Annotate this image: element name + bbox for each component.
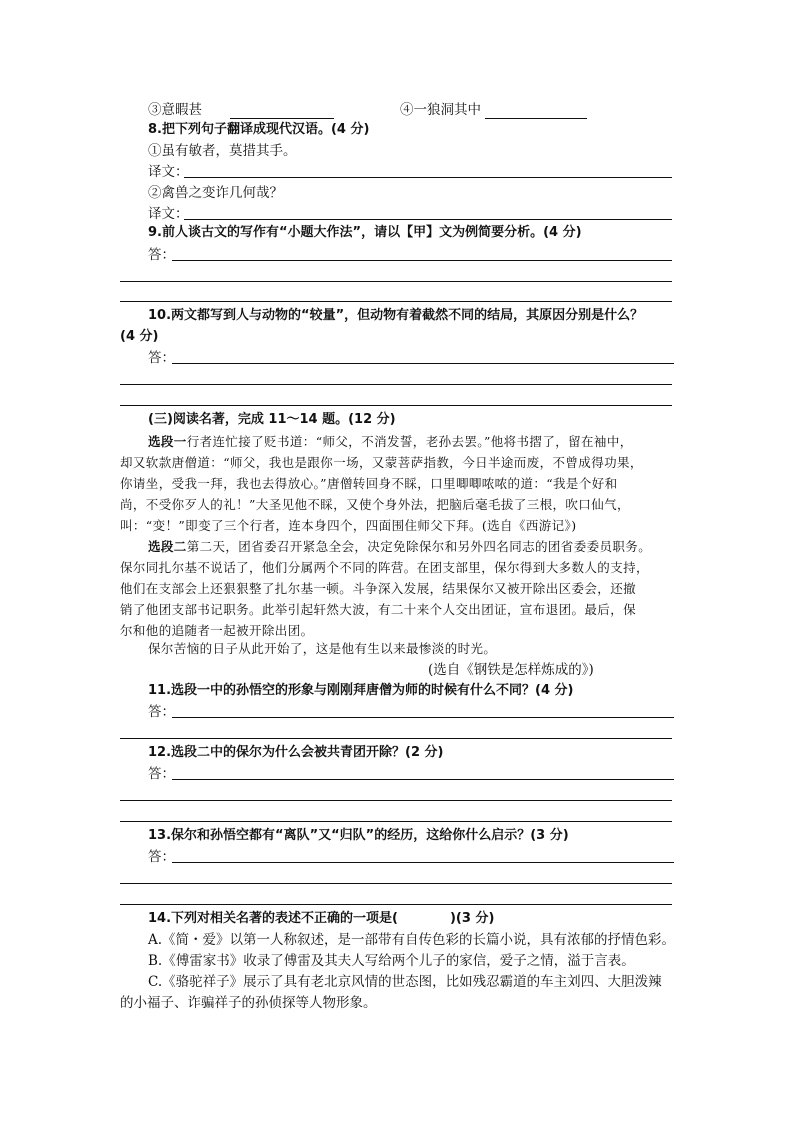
q14-title-pre: 14.下列对相关名著的表述不正确的一项是( [148, 911, 398, 926]
q7-item-3-text: ③意暇甚 [148, 102, 202, 118]
excerpt2-line-3: 他们在支部会上还狠狠整了扎尔基一顿。斗争深入发展，结果保尔又被开除出区委会，还撤 [120, 581, 637, 596]
excerpt2-source: (选自《钢铁是怎样炼成的》) [428, 662, 594, 678]
q10-answer-label: 答： [148, 350, 175, 366]
q13-title: 13.保尔和孙悟空都有“离队”又“归队”的经历，这给你什么启示？(3 分) [148, 828, 569, 843]
q14-option-c[interactable]: C.《骆驼祥子》展示了具有老北京风情的世态图，比如残忍霸道的车主刘四、大胆泼辣 [148, 974, 662, 990]
q9-title: 9.前人谈古文的写作有“小题大作法”，请以【甲】文为例简要分析。(4 分) [148, 225, 582, 240]
q14-option-c-cont: 的小福子、诈骗祥子的孙侦探等人物形象。 [120, 995, 377, 1011]
excerpt2-line-1 [148, 538, 651, 556]
q8-answer-line-2[interactable] [184, 219, 672, 220]
q7-item-4-text: ④一狼洞其中 [400, 102, 481, 118]
q9-answer-line-3[interactable] [120, 301, 672, 302]
q12-answer-line-2[interactable] [120, 800, 672, 801]
q14-title-post: )(3 分) [449, 911, 495, 926]
q10-answer-line-2[interactable] [120, 384, 672, 385]
q10-title: 10.两文都写到人与动物的“较量”，但动物有着截然不同的结局，其原因分别是什么？ [148, 308, 644, 323]
q7-item-3-blank[interactable] [230, 104, 334, 119]
q10-answer-line-3[interactable] [120, 405, 672, 406]
q13-answer-line-2[interactable] [120, 883, 672, 884]
q9-answer-label: 答： [148, 247, 175, 263]
excerpt1-label: 选段一 [148, 434, 187, 449]
q12-answer-line-3[interactable] [120, 821, 672, 822]
q10-answer-line-1[interactable] [172, 363, 674, 364]
q8-title: 8.把下列句子翻译成现代汉语。(4 分) [148, 122, 370, 137]
q7-item-4 [400, 101, 587, 119]
excerpt1-line-3: 你请坐，受我一拜，我也去得放心。”唐僧转回身不睬，口里唧唧哝哝的道：“我是个好和 [120, 476, 618, 491]
q8-sentence-1: ①虽有敏者，莫措其手。 [148, 143, 297, 159]
excerpt2-line-4: 销了他团支部书记职务。此举引起轩然大波，有二十来个人交出团证，宣布退团。最后，保 [120, 602, 637, 617]
excerpt1-line-1-text: 行者连忙接了贬书道：“师父，不消发誓，老孙去罢。”他将书摺了，留在袖中， [186, 434, 633, 449]
q11-answer-line-2[interactable] [120, 738, 672, 739]
q12-answer-label: 答： [148, 766, 175, 782]
q9-answer-line-1[interactable] [172, 260, 672, 261]
excerpt1-line-4: 尚，不受你歹人的礼！”大圣见他不睬，又使个身外法，把脑后毫毛拔了三根，吹口仙气， [120, 497, 630, 512]
q14-title [148, 910, 494, 928]
excerpt1-line-5: 叫：“变！”即变了三个行者，连本身四个，四面围住师父下拜。(选自《西游记》) [120, 518, 577, 533]
excerpt2-line-6: 保尔苦恼的日子从此开始了，这是他有生以来最惨淡的时光。 [148, 641, 497, 656]
q8-sentence-2: ②禽兽之变诈几何哉？ [148, 185, 283, 201]
q13-answer-line-1[interactable] [172, 862, 674, 863]
q13-answer-label: 答： [148, 849, 175, 865]
q8-answer-line-1[interactable] [184, 177, 672, 178]
q14-option-b[interactable]: B.《傅雷家书》收录了傅雷及其夫人写给两个儿子的家信，爱子之情，溢于言表。 [148, 953, 635, 969]
q10-title-cont: (4 分) [120, 329, 159, 344]
excerpt2-label: 选段二 [148, 539, 187, 554]
q12-title: 12.选段二中的保尔为什么会被共青团开除？(2 分) [148, 745, 444, 760]
q14-option-a[interactable]: A.《简・爱》以第一人称叙述，是一部带有自传色彩的长篇小说，具有浓郁的抒情色彩。 [148, 932, 676, 948]
q7-item-3 [148, 101, 334, 119]
excerpt1-line-2: 却又软款唐僧道：“师父，我也是跟你一场，又蒙菩萨指教，今日半途而废，不曾成得功果， [120, 455, 643, 470]
q11-answer-line-1[interactable] [172, 717, 674, 718]
section3-heading: (三)阅读名著，完成 11～14 题。(12 分) [148, 412, 396, 427]
excerpt1-line-1 [148, 433, 633, 451]
q9-answer-line-2[interactable] [120, 281, 672, 282]
q11-answer-label: 答： [148, 704, 175, 720]
q13-answer-line-3[interactable] [120, 904, 672, 905]
excerpt2-line-5: 尔和他的追随者一起被开除出团。 [120, 623, 314, 638]
q12-answer-line-1[interactable] [172, 779, 674, 780]
q11-title: 11.选段一中的孙悟空的形象与刚刚拜唐僧为师的时候有什么不同？(4 分) [148, 683, 574, 698]
excerpt2-line-1-text: 第二天，团省委召开紧急全会，决定免除保尔和另外四名同志的团省委委员职务。 [186, 539, 652, 554]
q8-answer-label-2: 译文： [148, 206, 189, 222]
q8-answer-label-1: 译文： [148, 164, 189, 180]
excerpt2-line-2: 保尔同扎尔基不说话了，他们分属两个不同的阵营。在团支部里，保尔得到大多数人的支持， [120, 560, 649, 575]
q7-item-4-blank[interactable] [485, 104, 587, 119]
